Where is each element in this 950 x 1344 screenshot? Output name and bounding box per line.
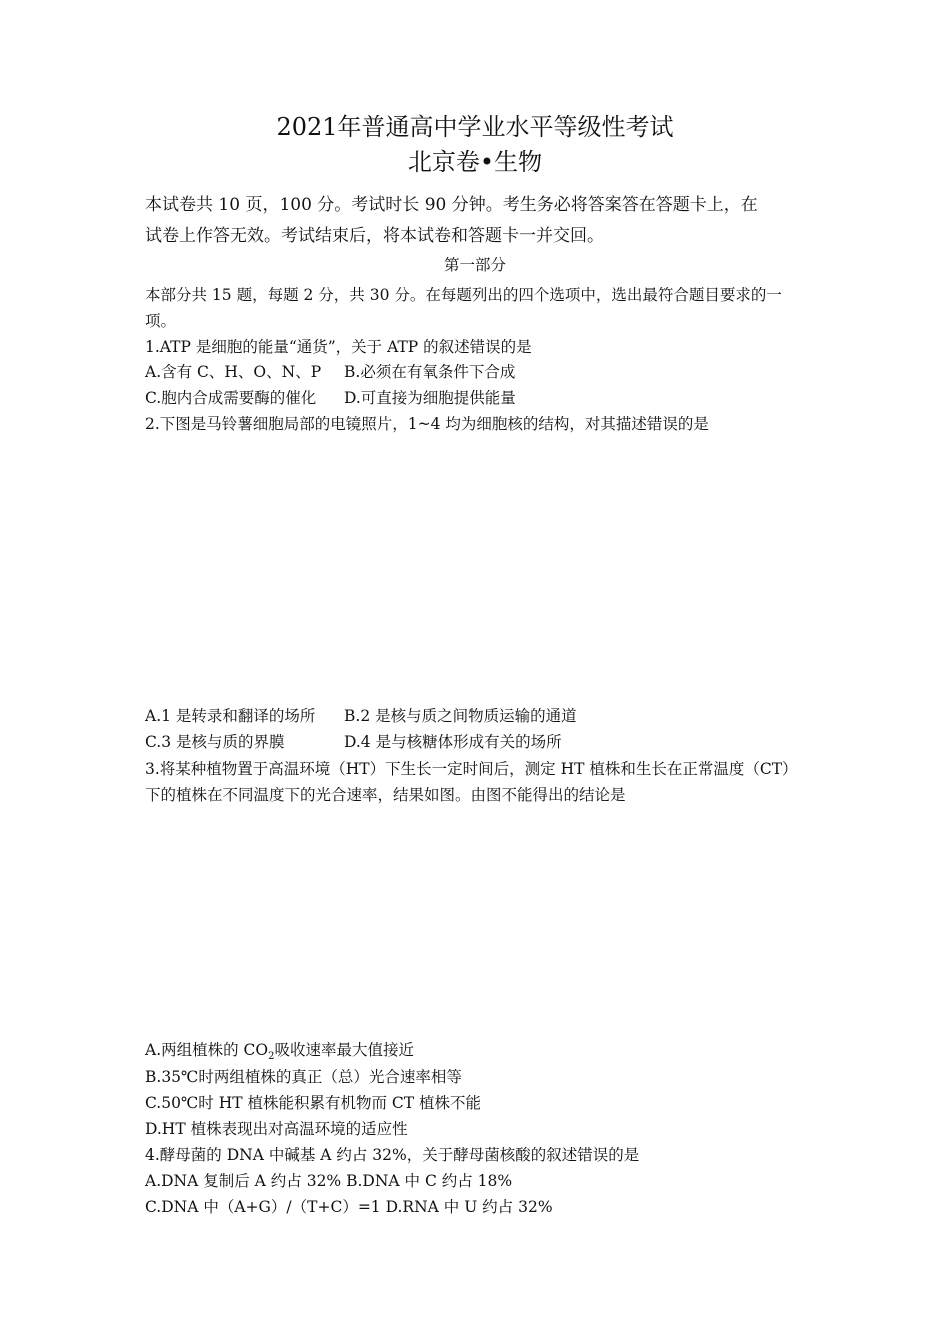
question-3-option-d: D.HT 植株表现出对高温环境的适应性 bbox=[145, 1120, 408, 1138]
question-4-option-b: B.DNA 中 C 约占 18% bbox=[346, 1172, 513, 1190]
question-4-option-a-text: A.DNA 复制后 A 约占 32% bbox=[145, 1172, 342, 1190]
question-2-stem: 2.下图是马铃薯细胞局部的电镜照片，1~4 均为细胞核的结构，对其描述错误的是 bbox=[145, 415, 709, 433]
question-1-option-d: D.可直接为细胞提供能量 bbox=[344, 389, 516, 407]
question-1-option-c: C.胞内合成需要酶的催化 bbox=[145, 389, 317, 407]
exam-subtitle: 北京卷•生物 bbox=[407, 148, 543, 176]
question-2-option-b: B.2 是核与质之间物质运输的通道 bbox=[344, 707, 577, 725]
question-4-option-c bbox=[145, 1200, 553, 1216]
question-3-option-b: B.35℃时两组植株的真正（总）光合速率相等 bbox=[145, 1068, 462, 1086]
question-2-option-d: D.4 是与核糖体形成有关的场所 bbox=[344, 733, 562, 751]
question-2-option-c: C.3 是核与质的界膜 bbox=[145, 733, 285, 751]
question-4-option-c-text: C.DNA 中（A+G）/（T+C）=1 bbox=[145, 1198, 381, 1216]
question-2-option-a: A.1 是转录和翻译的场所 bbox=[145, 707, 316, 725]
section-title: 第一部分 bbox=[443, 256, 506, 274]
question-1-option-b: B.必须在有氧条件下合成 bbox=[344, 363, 516, 381]
section-desc-line-1: 本部分共 15 题，每题 2 分，共 30 分。在每题列出的四个选项中，选出最符合题目要求的一 bbox=[145, 286, 782, 304]
question-3-option-c: C.50℃时 HT 植株能积累有机物而 CT 植株不能 bbox=[145, 1094, 482, 1112]
exam-title: 2021年普通高中学业水平等级性考试 bbox=[276, 113, 674, 141]
question-1-stem: 1.ATP 是细胞的能量“通货”，关于 ATP 的叙述错误的是 bbox=[145, 338, 532, 356]
question-3-option-a-part-2: 吸收速率最大值接近 bbox=[274, 1041, 415, 1059]
question-3-option-a bbox=[145, 1041, 415, 1062]
question-2-figure-area bbox=[145, 445, 805, 700]
intro-line-2: 试卷上作答无效。考试结束后，将本试卷和答题卡一并交回。 bbox=[145, 226, 604, 246]
question-3-stem-line-1: 3.将某种植物置于高温环境（HT）下生长一定时间后，测定 HT 植株和生长在正常温度（CT） bbox=[145, 760, 798, 778]
question-4-option-a bbox=[145, 1174, 512, 1190]
question-3-figure-area bbox=[145, 815, 805, 1035]
co2-subscript: 2 bbox=[268, 1051, 275, 1062]
question-3-stem-line-2: 下的植株在不同温度下的光合速率，结果如图。由图不能得出的结论是 bbox=[145, 786, 626, 804]
section-desc-line-2: 项。 bbox=[145, 312, 177, 330]
question-4-stem: 4.酵母菌的 DNA 中碱基 A 约占 32%，关于酵母菌核酸的叙述错误的是 bbox=[145, 1146, 640, 1164]
question-4-option-d: D.RNA 中 U 约占 32% bbox=[385, 1198, 553, 1216]
question-3-option-a-part-1: A.两组植株的 CO bbox=[145, 1041, 269, 1059]
question-1-option-a: A.含有 C、H、O、N、P bbox=[145, 363, 322, 381]
intro-line-1: 本试卷共 10 页，100 分。考试时长 90 分钟。考生务必将答案答在答题卡上，在 bbox=[145, 195, 758, 215]
